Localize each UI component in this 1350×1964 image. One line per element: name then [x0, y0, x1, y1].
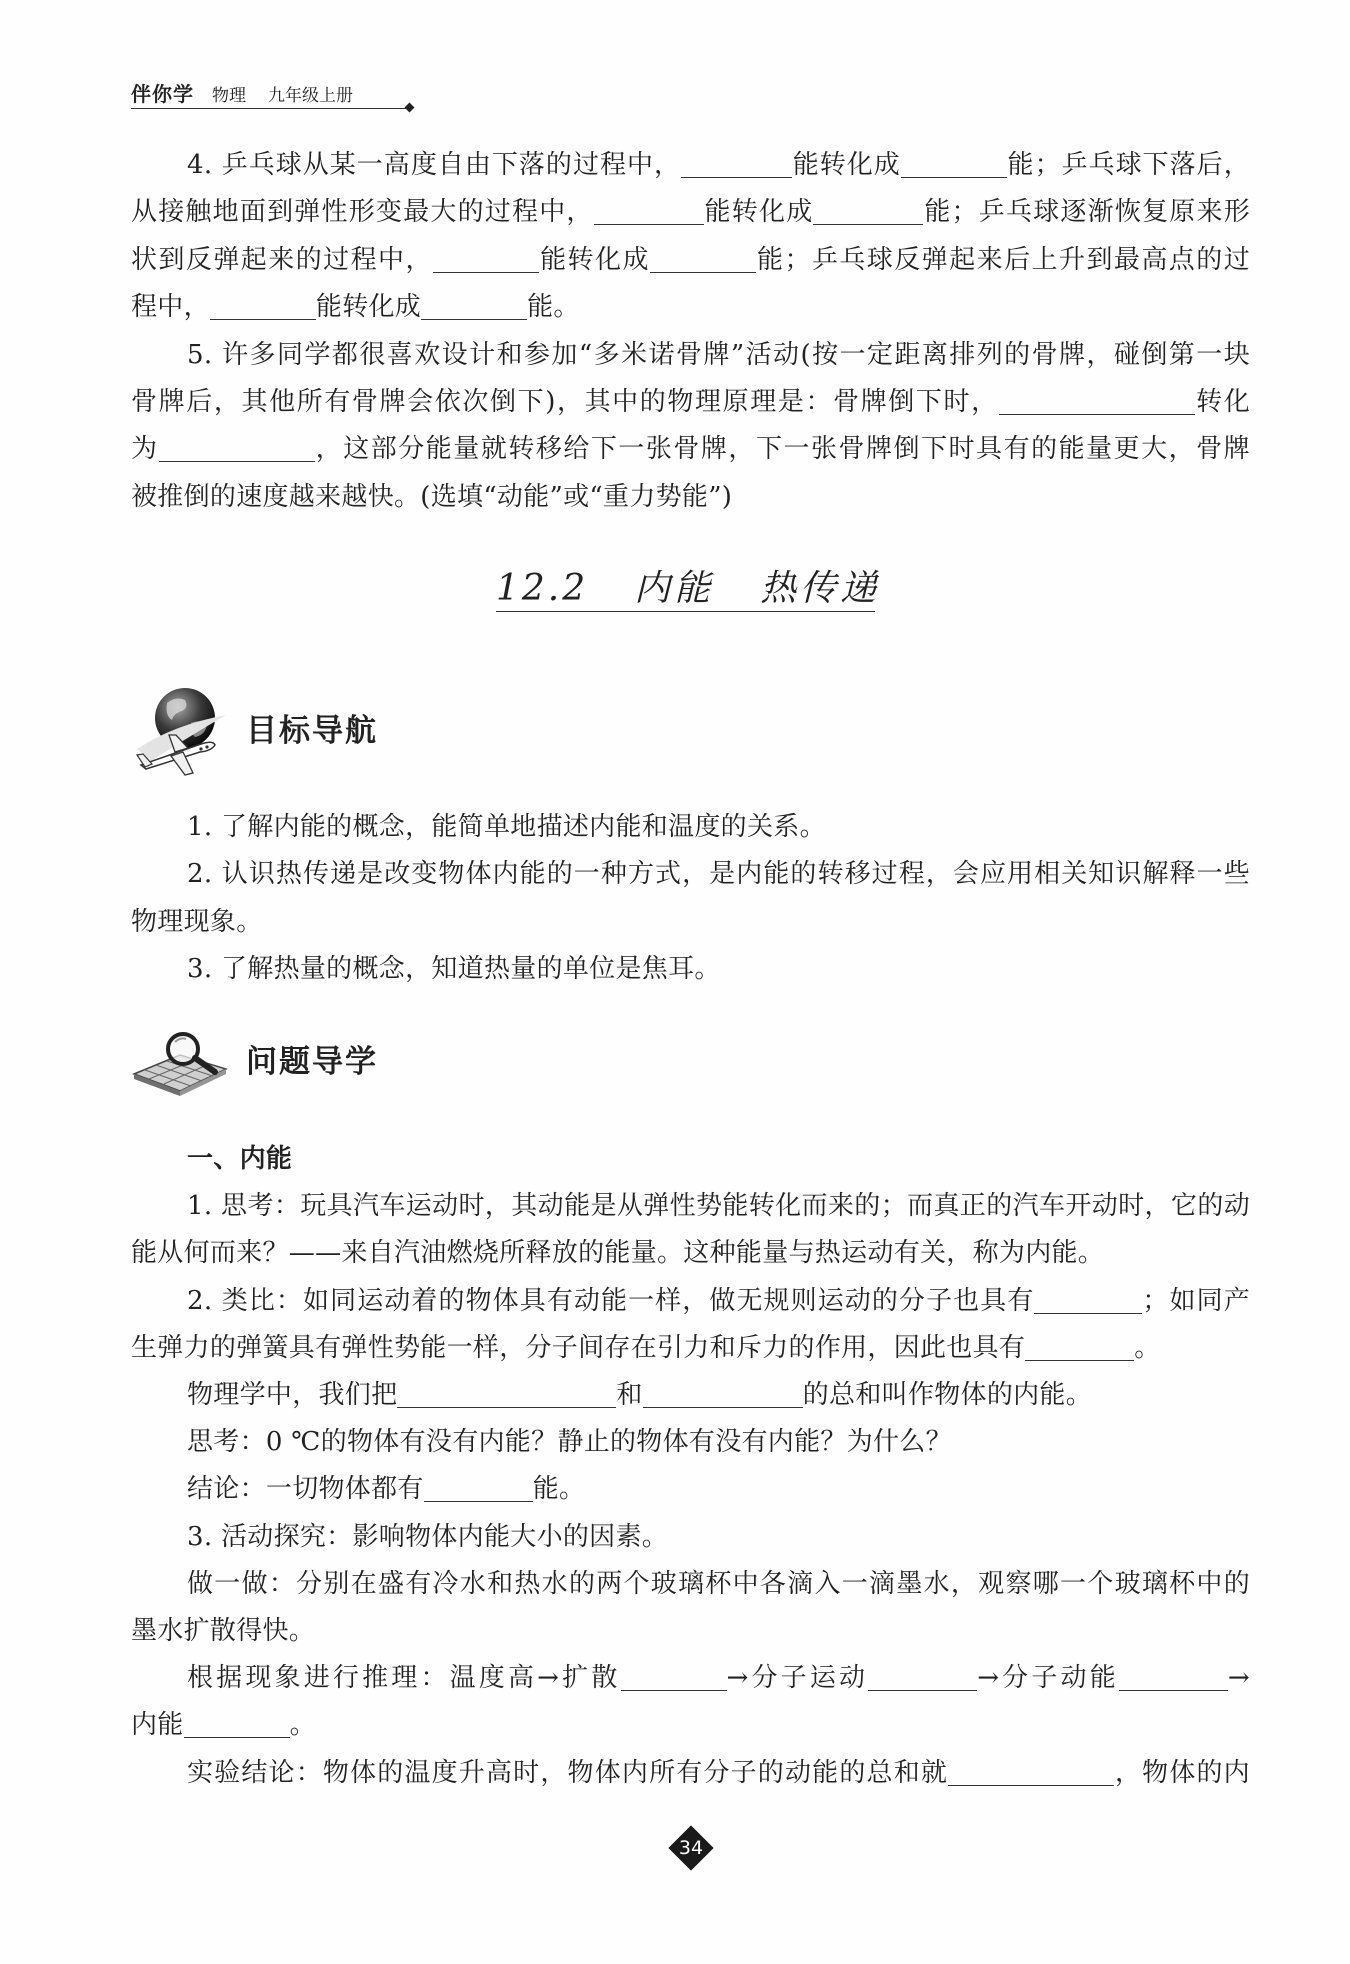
answer-blank	[999, 388, 1195, 415]
text: 从接触地面到弹性形变最大的过程中，	[131, 197, 594, 228]
guide-line	[131, 1655, 1250, 1702]
text: 1. 了解内能的概念，能简单地描述内能和温度的关系。	[187, 812, 826, 842]
goal-item	[131, 851, 1250, 898]
text: 4. 乒乓球从某一高度自由下落的过程中，	[187, 150, 682, 180]
text: 被推倒的速度越来越快。(选填“动能”或“重力势能”)	[131, 481, 733, 512]
text: 为	[131, 434, 159, 465]
answer-blank	[159, 435, 315, 462]
text: 骨牌后，其他所有骨牌会依次倒下)，其中的物理原理是：骨牌倒下时，	[131, 387, 999, 418]
text: 物理现象。	[131, 906, 263, 937]
text: →分子动能	[977, 1663, 1119, 1694]
question-4-line	[131, 189, 1250, 236]
text: 转化	[1194, 387, 1250, 418]
guide-content	[131, 1136, 1250, 1797]
text: 2. 认识热传递是改变物体内能的一种方式，是内能的转移过程，会应用相关知识解释一些	[187, 859, 1250, 890]
text: 做一做：分别在盛有冷水和热水的两个玻璃杯中各滴入一滴墨水，观察哪一个玻璃杯中的	[187, 1568, 1250, 1599]
answer-blank	[681, 151, 792, 178]
answer-blank	[210, 293, 316, 320]
subsection-heading: 一、内能	[187, 1144, 293, 1174]
text: 结论：一切物体都有	[187, 1474, 424, 1505]
answer-blank	[621, 1664, 727, 1691]
guide-line	[131, 1183, 1250, 1230]
text: 生弹力的弹簧具有弹性势能一样，分子间存在引力和斥力的作用，因此也具有	[131, 1332, 1026, 1363]
text: →分子运动	[726, 1663, 869, 1694]
text: 能；乒乓球逐渐恢复原来形	[923, 197, 1250, 228]
goals-list	[131, 804, 1250, 994]
text: 思考：0 ℃的物体有没有内能？静止的物体有没有内能？为什么？	[187, 1427, 952, 1458]
text: 能；乒乓球下落后，	[1006, 150, 1251, 180]
text: 能。	[532, 1474, 586, 1505]
section-title-part: 内能	[634, 568, 715, 609]
header-subject: 物理	[212, 86, 246, 106]
answer-blank	[184, 1711, 290, 1738]
answer-blank	[424, 1475, 533, 1502]
text: 1. 思考：玩具汽车运动时，其动能是从弹性势能转化而来的；而真正的汽车开动时，它的动	[187, 1191, 1250, 1222]
goal-item	[131, 804, 1250, 851]
text: 能；乒乓球反弹起来后上升到最高点的过	[755, 244, 1250, 275]
text: 。	[289, 1710, 316, 1741]
section-number: 12.2	[496, 568, 589, 609]
goal-item	[131, 899, 1250, 946]
guide-line	[131, 1514, 1250, 1561]
text: 。	[1134, 1332, 1161, 1363]
answer-blank	[594, 198, 704, 225]
section-title-part: 热传递	[760, 568, 881, 609]
question-5-line	[131, 474, 1250, 521]
page-number: 34	[678, 1837, 704, 1859]
question-4-line	[131, 237, 1250, 284]
answer-blank	[433, 246, 539, 273]
text: ；如同产	[1142, 1285, 1250, 1316]
goal-item	[131, 946, 1250, 993]
running-header	[131, 80, 353, 108]
guide-line	[131, 1466, 1250, 1513]
answer-blank	[643, 1381, 803, 1408]
text: 3. 活动探究：影响物体内能大小的因素。	[187, 1521, 669, 1552]
text: 实验结论：物体的温度升高时，物体内所有分子的动能的总和就	[187, 1757, 949, 1788]
goals-heading: 目标导航	[246, 713, 378, 749]
answer-blank	[901, 151, 1007, 178]
question-5-line	[131, 426, 1250, 473]
text: 能转化成	[538, 244, 650, 275]
question-5-line	[131, 332, 1250, 379]
guide-line	[131, 1278, 1250, 1325]
guide-line	[131, 1561, 1250, 1608]
text: 物理学中，我们把	[187, 1380, 398, 1411]
text: →	[1227, 1663, 1250, 1694]
header-diamond-icon	[405, 103, 415, 113]
header-rule	[131, 108, 409, 109]
guide-line	[131, 1419, 1250, 1466]
answer-blank	[397, 1381, 616, 1408]
answer-blank	[650, 246, 756, 273]
answer-blank	[813, 198, 923, 225]
guide-heading: 问题导学	[246, 1044, 378, 1080]
question-5-line	[131, 379, 1250, 426]
text: 能从何而来？——来自汽油燃烧所释放的能量。这种能量与热运动有关，称为内能。	[131, 1238, 1105, 1269]
question-4-line	[131, 284, 1250, 331]
text: 能转化成	[315, 292, 422, 323]
text: 能转化成	[792, 150, 901, 180]
magnifier-keyboard-icon	[131, 1028, 228, 1100]
exercise-block	[131, 142, 1250, 521]
guide-line	[131, 1608, 1250, 1655]
guide-line	[131, 1702, 1250, 1749]
text: 能。	[527, 292, 580, 323]
section-title	[496, 566, 881, 612]
text: 3. 了解热量的概念，知道热量的单位是焦耳。	[187, 954, 721, 985]
text: ，这部分能量就转移给下一张骨牌，下一张骨牌倒下时具有的能量更大，骨牌	[314, 434, 1250, 465]
guide-line	[131, 1325, 1250, 1372]
text: 状到反弹起来的过程中，	[131, 244, 433, 275]
guide-line	[131, 1230, 1250, 1277]
answer-blank	[1119, 1664, 1228, 1691]
answer-blank	[1025, 1334, 1134, 1361]
text: 5. 许多同学都很喜欢设计和参加“多米诺骨牌”活动(按一定距离排列的骨牌，碰倒第一块	[187, 339, 1250, 370]
text: 和	[616, 1380, 643, 1411]
text: 程中，	[131, 292, 210, 323]
text: 墨水扩散得快。	[131, 1616, 316, 1647]
text: 2. 类比：如同运动着的物体具有动能一样，做无规则运动的分子也具有	[187, 1285, 1035, 1316]
text: ，物体的内	[1114, 1757, 1250, 1788]
globe-airplane-icon	[131, 685, 228, 778]
answer-blank	[948, 1759, 1114, 1786]
question-4-line	[131, 142, 1250, 189]
answer-blank	[421, 293, 527, 320]
text: 的总和叫作物体的内能。	[802, 1380, 1093, 1411]
text: 能转化成	[703, 197, 814, 228]
answer-blank	[868, 1664, 977, 1691]
guide-line	[131, 1372, 1250, 1419]
header-grade: 九年级上册	[268, 86, 353, 106]
answer-blank	[1034, 1287, 1142, 1314]
text: 根据现象进行推理：温度高→扩散	[187, 1663, 621, 1694]
header-brand: 伴你学	[131, 82, 194, 106]
guide-line	[131, 1750, 1250, 1797]
text: 内能	[131, 1710, 184, 1741]
